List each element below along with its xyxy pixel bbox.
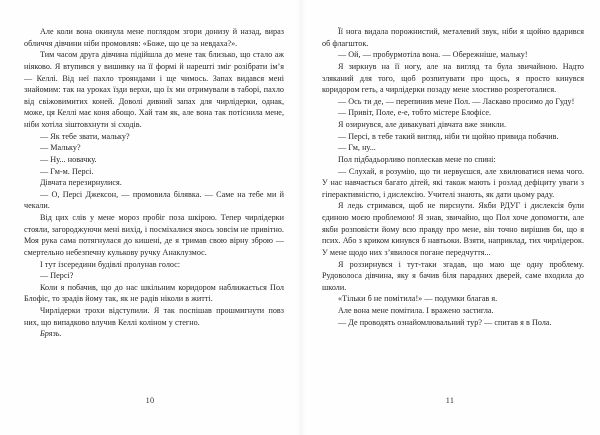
paragraph: Пол підбадьорливо поплескав мене по спині:: [338, 154, 496, 164]
paragraph-dialogue: — Де проводять ознайомлювальний тур? — спитав я в Пола.: [338, 317, 552, 327]
paragraph-dialogue: — Ну... новачку.: [40, 154, 97, 164]
paragraph-dialogue: — Гм-м. Персі.: [40, 166, 94, 176]
paragraph: Від цих слів у мене мороз пробіг поза шкірою. Тепер чирлідерки стояли, загороджуючи мені вихід, і посміхалися якось зовсім не привітно. Моя рука сама потягнулася до кишені, де я тримав свою вірну зброю — смертельно небезпечну кулькову ручку Анаклузмос.: [24, 213, 284, 257]
paragraph-dialogue: — Персі?: [40, 271, 74, 281]
paragraph: Я роззирнувся і тут-таки згадав, що маю ще одну проблему. Рудоволоса дівчина, яку я бачив біля парадних дверей, саме входила до школи.: [322, 259, 584, 292]
paragraph: Тим часом друга дівчина підійшла до мене так близько, що стало аж ніяково. Я втупився у вишивку на її формі й нарешті зміг розібрати ім’я — Келлі. Від неї пахло трояндами і ще чимось. Запах видався мені знайомим: так на уроках їзди верхи, що їх ми отримували в таборі, пахло від свіжовимитих коней. Доволі дивний запах для чирлідерки, однак, може, ця Келлі має коня абощо. Хай там як, але вона так потіснила мене, ніби хотіла зіштовхнути зі сходів.: [24, 50, 284, 129]
paragraph: Дівчата перезирнулися.: [40, 178, 122, 188]
paragraph-dialogue: — О, Персі Джексон, — промовила білявка. — Саме на тебе ми й чекали.: [24, 189, 284, 211]
paragraph: Я зиркнув на її ногу, але на вигляд та була звичайною. Надто зляканий для того, щоб розпитувати про щось, я просто кинувся коридором геть, а чирлідерки позаду мене злостиво розреготалися.: [322, 61, 584, 95]
paragraph: Але коли вона окинула мене поглядом згори донизу й назад, вираз обличчя дівчини ніби промовляв: «Боже, що це за невдаха?».: [24, 27, 284, 48]
paragraph-dialogue: — Слухай, я розумію, що ти нервуєшся, але хвилюватися нема чого. У нас навчається багато дітей, які також мають і розлад дефіциту уваги з гіперактивністю, і дислексію. Учителі знають, як дати цьому раду.: [322, 166, 584, 199]
paragraph: Але вона мене помітила. І вражено застигла.: [338, 306, 494, 315]
paragraph: Коли я побачив, що до нас шкільним коридором наближається Пол Блофіс, то зрадів йому так, як не радів ніколи в житті.: [24, 282, 284, 304]
paragraph: Я ледь стримався, щоб не пирснути. Якби РДУГ і дислексія були єдиною моєю проблемою! Я знав, звичайно, що Пол хоче допомогти, але якби розповісти йому всю правду про мене, він точно вирішив би, що я псих. Або з криком кинувся б навтьоки. Взяти, наприклад, тих чирлідерок. У мене щодо них з’явилося погане передчуття...: [322, 201, 584, 257]
right-page: [300, 0, 600, 435]
paragraph: «Тільки б не помітила!» — подумки благав я.: [338, 294, 498, 304]
left-page-text-block: [24, 26, 284, 340]
paragraph: Я озирнувся, але дивакуваті дівчата вже зникли.: [338, 120, 507, 129]
paragraph-dialogue: — Ой, — пробурмотіла вона. — Обережніше, мальку!: [338, 50, 528, 60]
paragraph-dialogue: — Як тебе звати, мальку?: [40, 131, 130, 141]
paragraph: І тут ізсередини будівлі пролунав голос:: [40, 259, 181, 269]
paragraph-dialogue: — Мальку?: [40, 143, 81, 153]
page-number-right: 11: [445, 396, 455, 405]
paragraph-dialogue: — Гм, ну...: [338, 143, 376, 153]
paragraph-italic: Брязь.: [40, 329, 62, 339]
right-page-text-block: [322, 26, 584, 328]
paragraph-dialogue: — Персі, в тебе такий вигляд, ніби ти щойно привида побачив.: [338, 131, 559, 141]
paragraph: Чирлідерки трохи відступили. Я так поспішав прошмигнути повз них, що випадково влучив Келлі коліном у стегно.: [24, 306, 284, 327]
page-number-left: 10: [145, 396, 155, 405]
paragraph: Її нога видала порожнистий, металевий звук, ніби я щойно вдарився об флагшток.: [322, 27, 584, 48]
paragraph-dialogue: — Привіт, Поле, е-е, тобто містере Блофісе.: [338, 108, 492, 118]
paragraph-dialogue: — Ось ти де, — перепинив мене Пол. — Ласкаво просимо до Гуду!: [338, 96, 575, 106]
